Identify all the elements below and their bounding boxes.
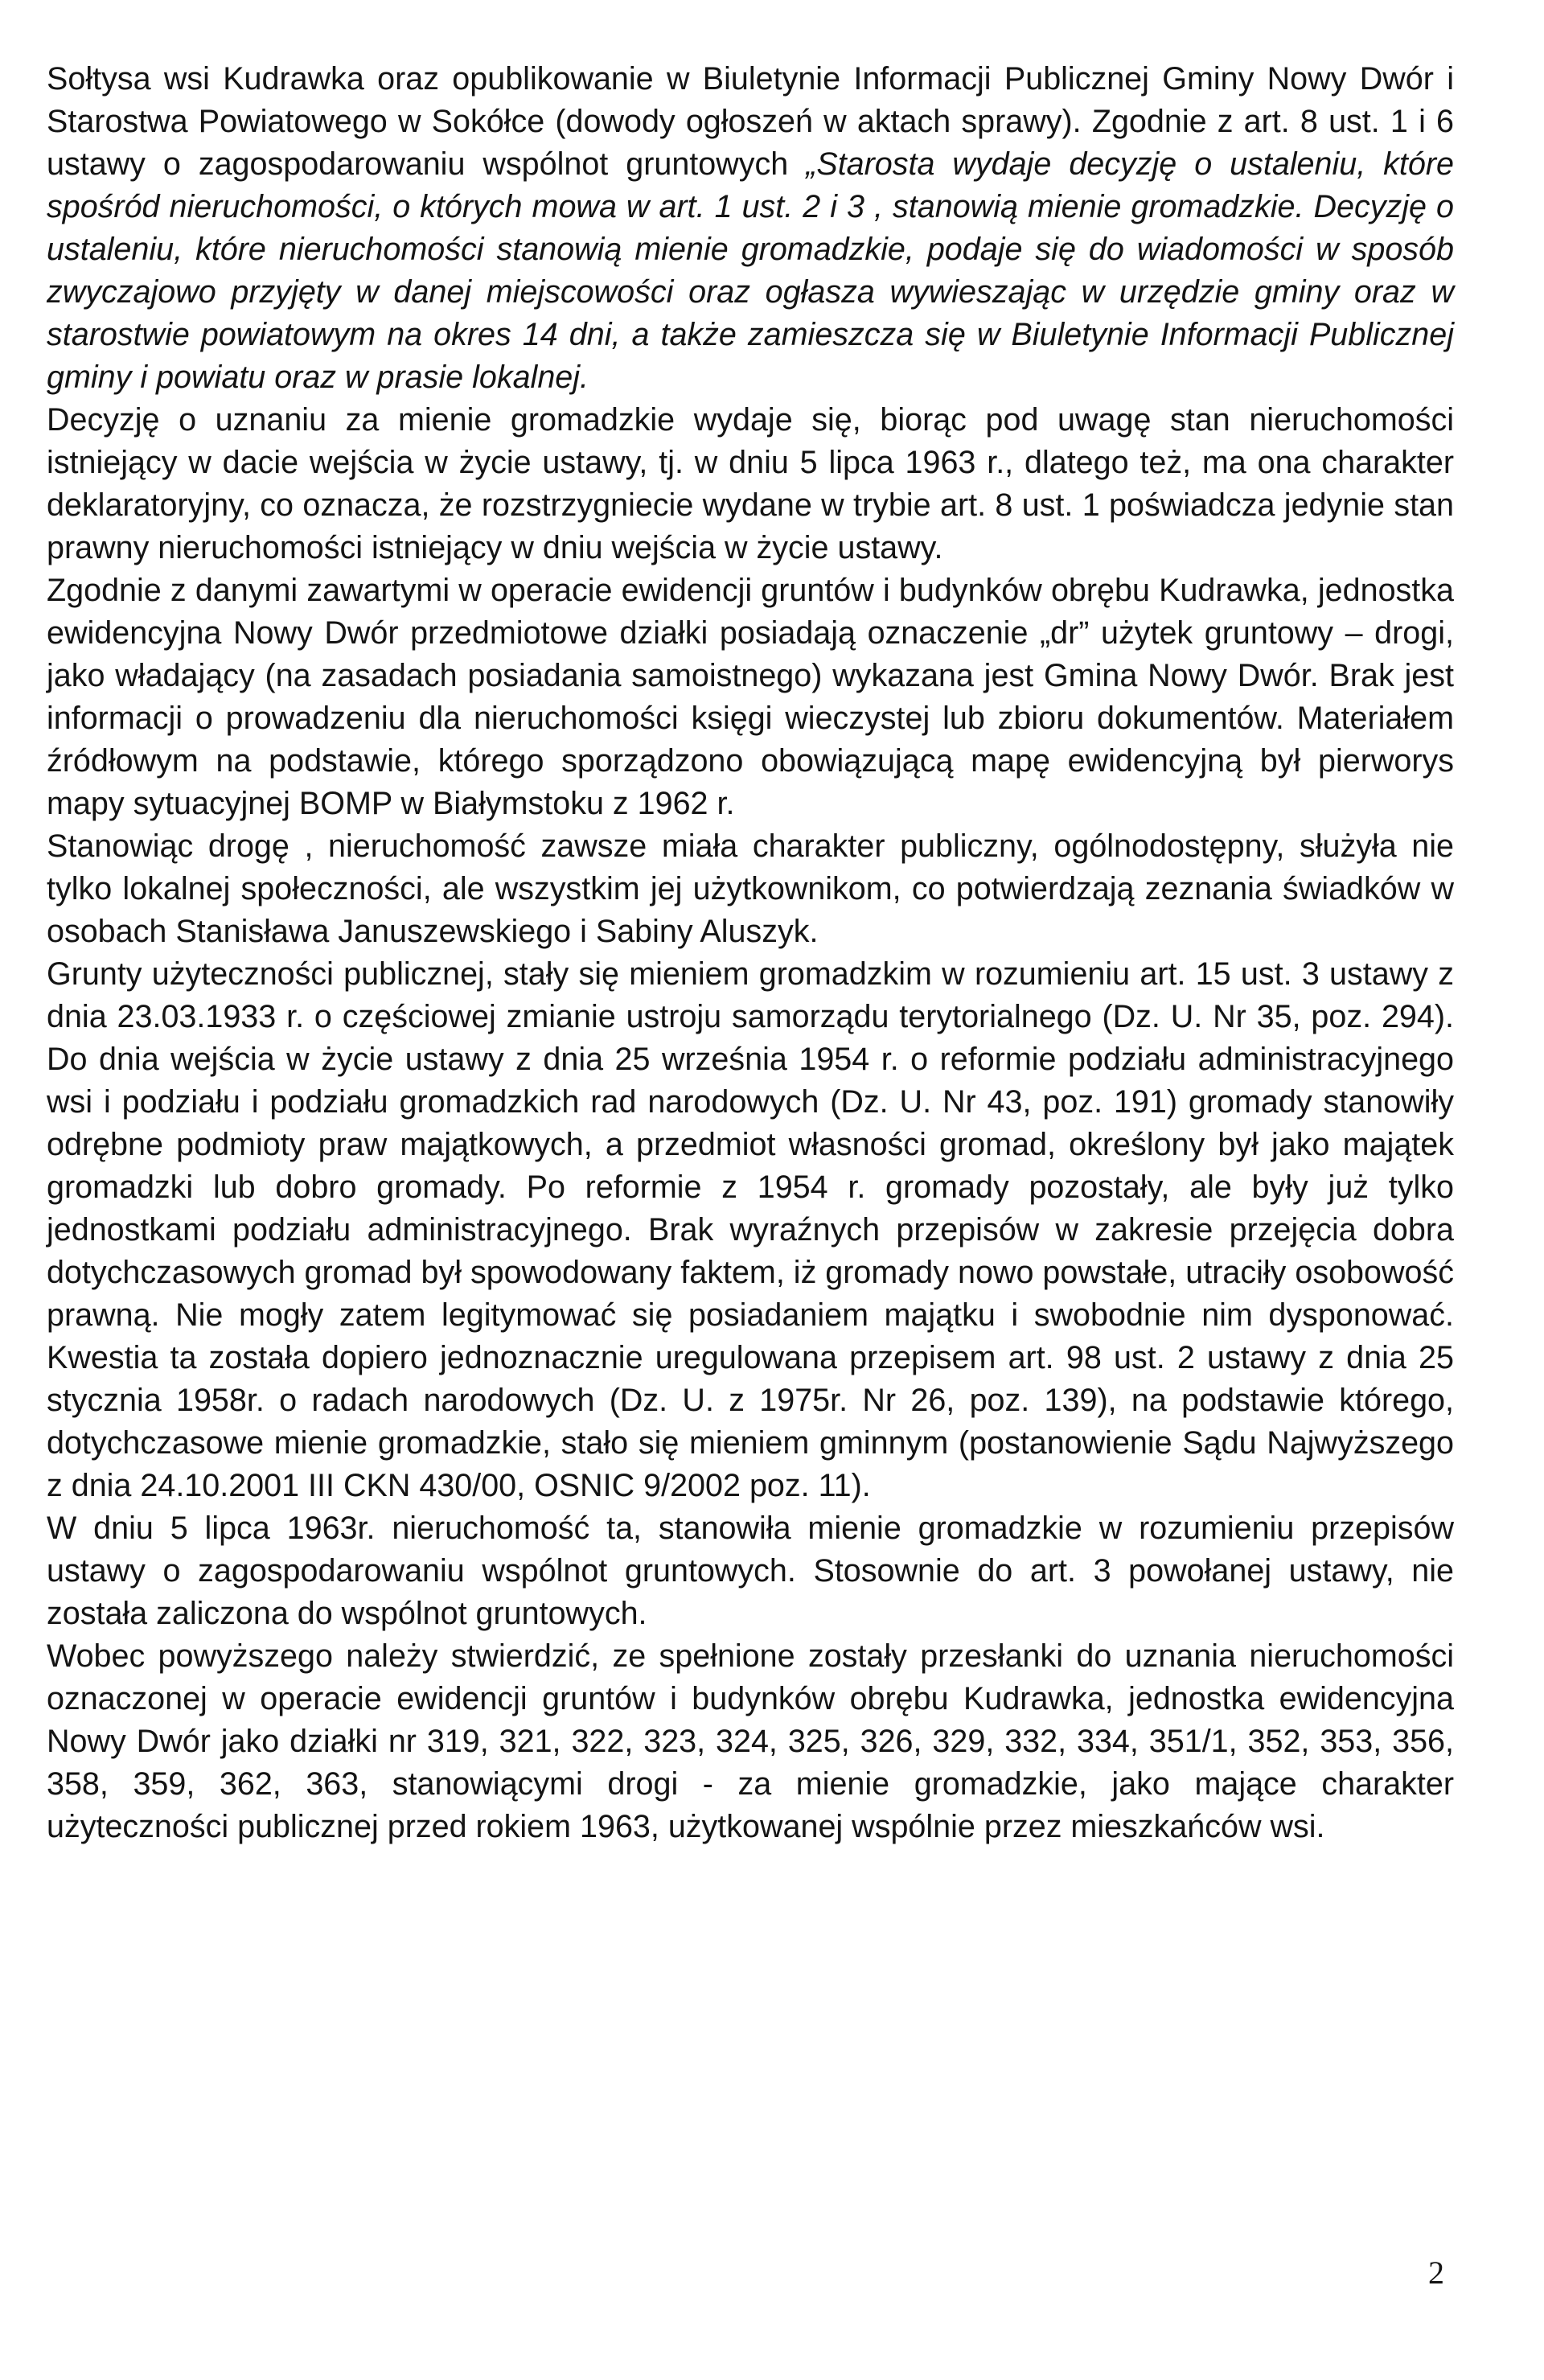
paragraph-4: Stanowiąc drogę , nieruchomość zawsze miała charakter publiczny, ogólnodostępny, służyła nie tylko lokalnej społeczności, ale wszystkim jej użytkownikom, co potwierdzają zeznania świadków w osobach Stanisława Januszewskiego i Sabiny Aluszyk. [47, 828, 1454, 949]
paragraph-1-text: Sołtysa wsi Kudrawka oraz opublikowanie w Biuletynie Informacji Publicznej Gminy Nowy Dwór i Starostwa Powiatowego w Sokółce (dowody ogłoszeń w aktach sprawy). Zgodnie z art. 8 ust. 1 i 6 ustawy o zagospodarowaniu wspólnot gruntowych [47, 61, 1454, 182]
paragraph-3: Zgodnie z danymi zawartymi w operacie ewidencji gruntów i budynków obrębu Kudrawka, jednostka ewidencyjna Nowy Dwór przedmiotowe działki posiadają oznaczenie „dr” użytek gruntowy – drogi, jako władający (na zasadach posiadania samoistnego) wykazana jest Gmina Nowy Dwór. Brak jest informacji o prowadzeniu dla nieruchomości księgi wieczystej lub zbioru dokumentów. Materiałem źródłowym na podstawie, którego sporządzono obowiązującą mapę ewidencyjną był pierworys mapy sytuacyjnej BOMP w Białymstoku z 1962 r. [47, 573, 1454, 821]
body-text [47, 58, 1454, 1848]
page-number: 2 [1428, 2255, 1444, 2291]
paragraph-6: W dniu 5 lipca 1963r. nieruchomość ta, stanowiła mienie gromadzkie w rozumieniu przepisów ustawy o zagospodarowaniu wspólnot gruntowych. Stosownie do art. 3 powołanej ustawy, nie została zaliczona do wspólnot gruntowych. [47, 1511, 1454, 1631]
paragraph-1 [47, 58, 1454, 399]
paragraph-7: Wobec powyższego należy stwierdzić, ze spełnione zostały przesłanki do uznania nieruchomości oznaczonej w operacie ewidencji gruntów i budynków obrębu Kudrawka, jednostka ewidencyjna Nowy Dwór jako działki nr 319, 321, 322, 323, 324, 325, 326, 329, 332, 334, 351/1, 352, 353, 356, 358, 359, 362, 363, stanowiącymi drogi - za mienie gromadzkie, jako mające charakter użyteczności publicznej przed rokiem 1963, użytkowanej wspólnie przez mieszkańców wsi. [47, 1638, 1454, 1844]
paragraph-5: Grunty użyteczności publicznej, stały się mieniem gromadzkim w rozumieniu art. 15 ust. 3 ustawy z dnia 23.03.1933 r. o częściowej zmianie ustroju samorządu terytorialnego (Dz. U. Nr 35, poz. 294). Do dnia wejścia w życie ustawy z dnia 25 września 1954 r. o reformie podziału administracyjnego wsi i podziału i podziału gromadzkich rad narodowych (Dz. U. Nr 43, poz. 191) gromady stanowiły odrębne podmioty praw majątkowych, a przedmiot własności gromad, określony był jako majątek gromadzki lub dobro gromady. Po reformie z 1954 r. gromady pozostały, ale były już tylko jednostkami podziału administracyjnego. Brak wyraźnych przepisów w zakresie przejęcia dobra dotychczasowych gromad był spowodowany faktem, iż gromady nowo powstałe, utraciły osobowość prawną. Nie mogły zatem legitymować się posiadaniem majątku i swobodnie nim dysponować. Kwestia ta została dopiero jednoznacznie uregulowana przepisem art. 98 ust. 2 ustawy z dnia 25 stycznia 1958r. o radach narodowych (Dz. U. z 1975r. Nr 26, poz. 139), na podstawie którego, dotychczasowe mienie gromadzkie, stało się mieniem gminnym (postanowienie Sądu Najwyższego z dnia 24.10.2001 III CKN 430/00, OSNIC 9/2002 poz. 11). [47, 956, 1454, 1503]
paragraph-2: Decyzję o uznaniu za mienie gromadzkie wydaje się, biorąc pod uwagę stan nieruchomości istniejący w dacie wejścia w życie ustawy, tj. w dniu 5 lipca 1963 r., dlatego też, ma ona charakter deklaratoryjny, co oznacza, że rozstrzygniecie wydane w trybie art. 8 ust. 1 poświadcza jedynie stan prawny nieruchomości istniejący w dniu wejścia w życie ustawy. [47, 402, 1454, 565]
statute-quote: „Starosta wydaje decyzję o ustaleniu, które spośród nieruchomości, o których mowa w art. 1 ust. 2 i 3 , stanowią mienie gromadzkie. Decyzję o ustaleniu, które nieruchomości stanowią mienie gromadzkie, podaje się do wiadomości w sposób zwyczajowo przyjęty w danej miejscowości oraz ogłasza wywieszając w urzędzie gminy oraz w starostwie powiatowym na okres 14 dni, a także zamieszcza się w Biuletynie Informacji Publicznej gminy i powiatu oraz w prasie lokalnej. [47, 146, 1454, 395]
